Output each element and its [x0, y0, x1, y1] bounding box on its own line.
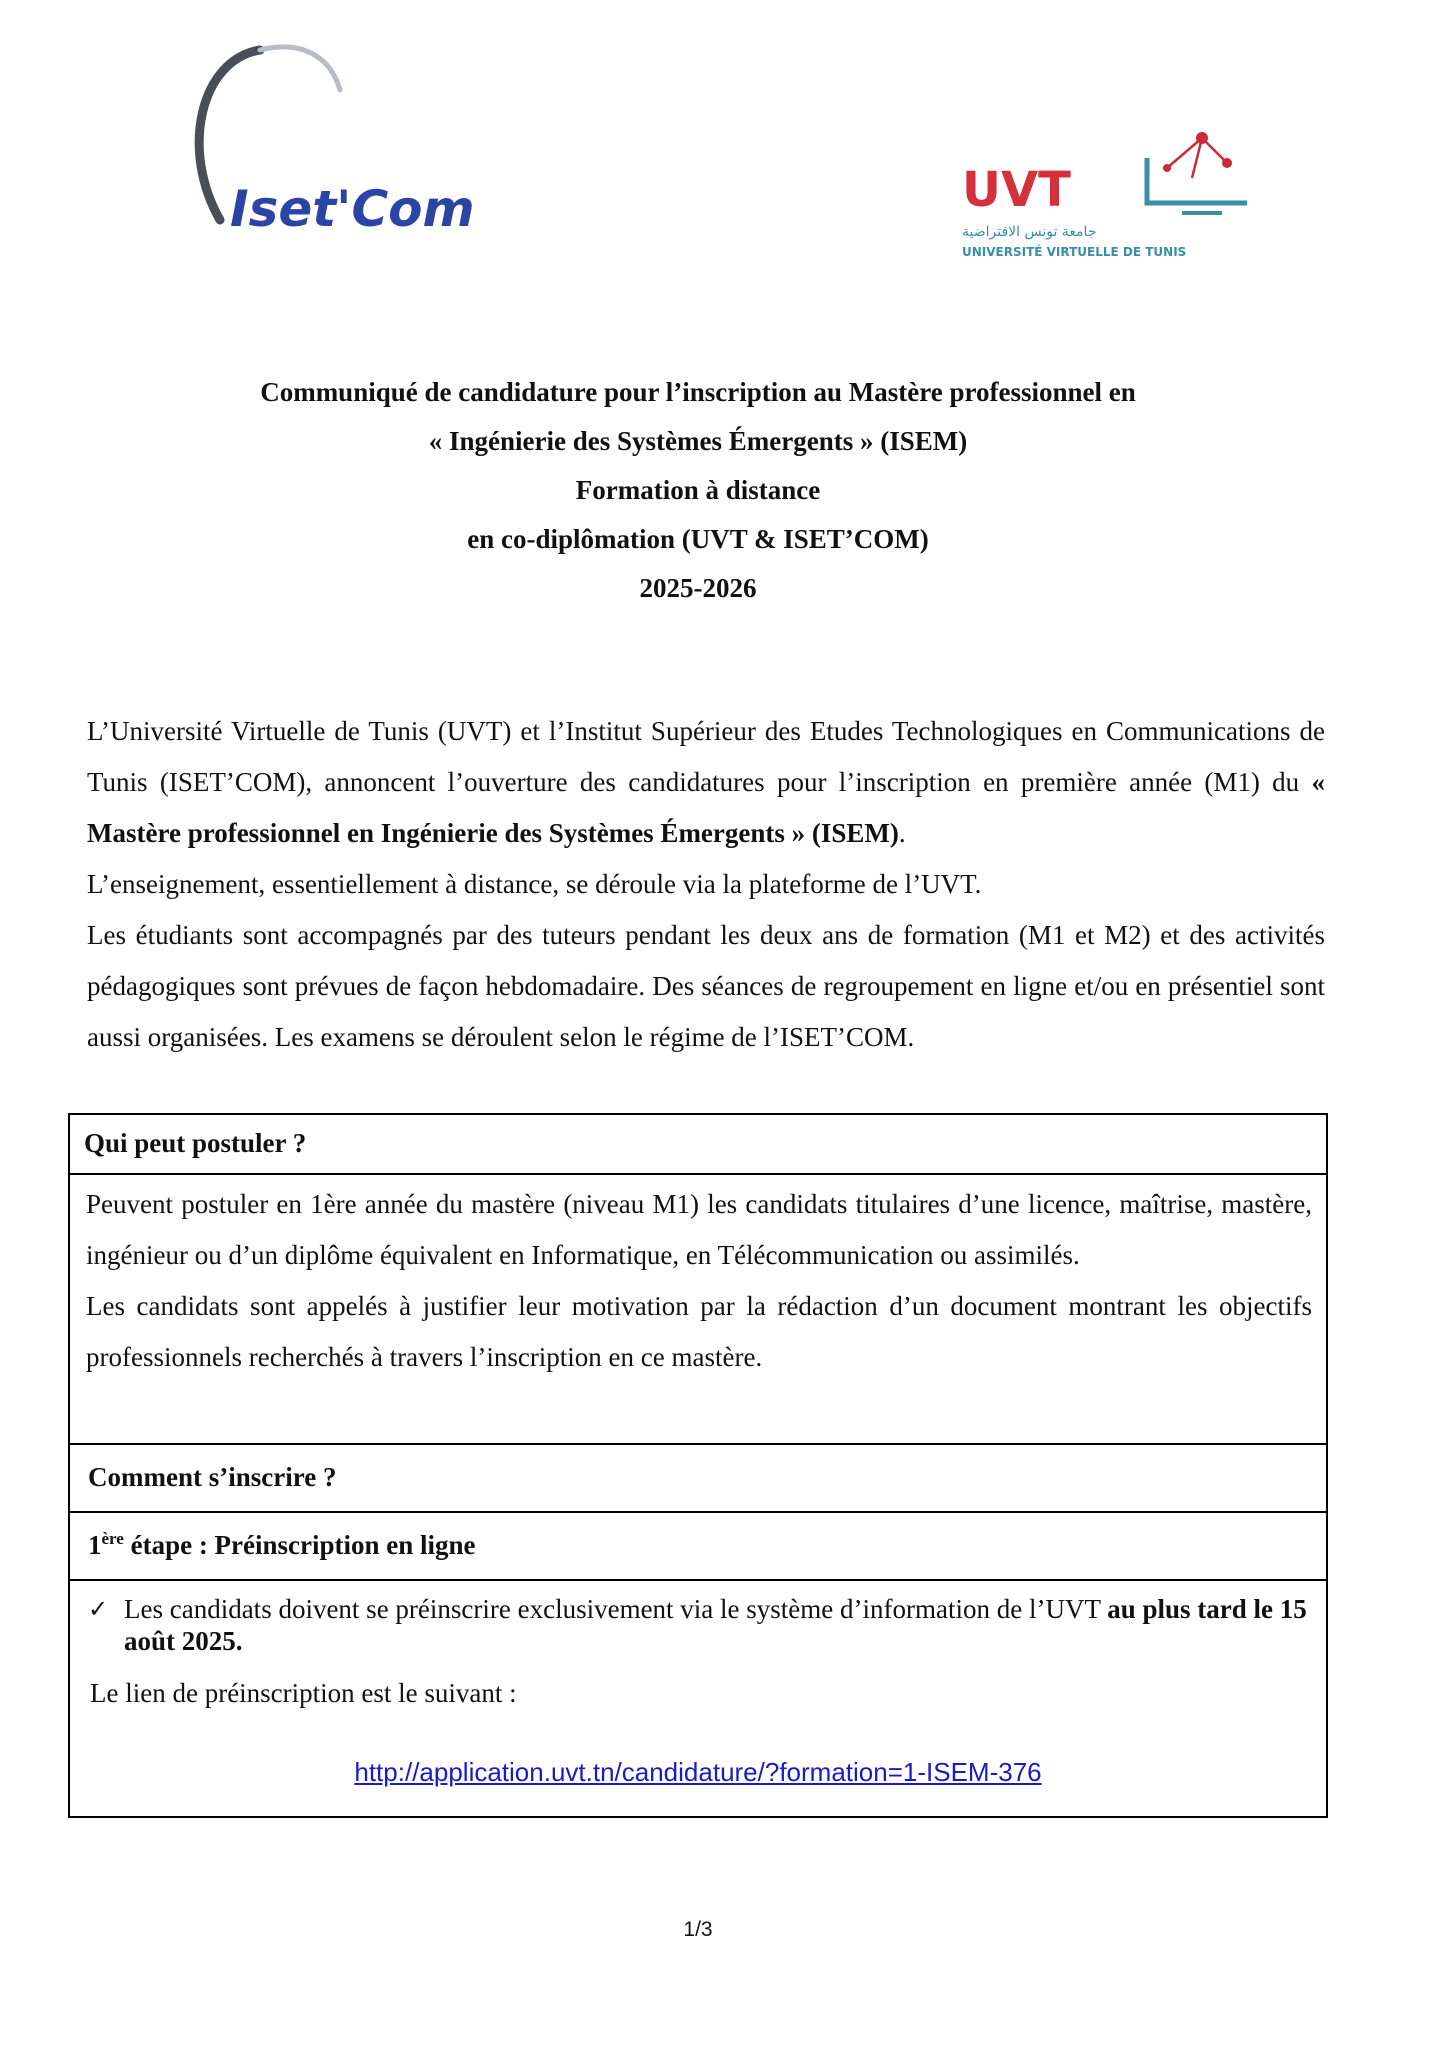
intro-paragraph: Les étudiants sont accompagnés par des tuteurs pendant les deux ans de formation (M1 et M2) et des activités pédagogiques sont prévues de façon hebdomadaire. Des séances de regroupement en ligne et/ou en présentiel sont aussi organisées. Les examens se déroulent selon le régime de l’ISET’COM. — [87, 920, 1325, 1052]
intro-paragraph: L’enseignement, essentiellement à distance, se déroule via la plateforme de l’UVT. — [87, 869, 982, 899]
title-line: Communiqué de candidature pour l’inscription au Mastère professionnel en — [260, 377, 1136, 407]
svg-text:Iset'Com: Iset'Com — [230, 180, 475, 238]
svg-text:UNIVERSITÉ VIRTUELLE DE TUNIS: UNIVERSITÉ VIRTUELLE DE TUNIS — [962, 245, 1187, 259]
who-can-apply-body — [70, 1175, 1326, 1403]
title-line: en co-diplômation (UVT & ISET’COM) — [467, 524, 929, 554]
uvt-logo — [962, 118, 1262, 268]
preregistration-link[interactable]: http://application.uvt.tn/candidature/?formation=1-ISEM-376 — [354, 1757, 1042, 1787]
program-name: « Mastère professionnel en Ingénierie des Systèmes Émergents » (ISEM) — [87, 767, 1325, 848]
deadline-text: au plus tard le 15 août 2025. — [124, 1594, 1307, 1656]
document-title — [0, 368, 1396, 613]
checkmark-icon: ✓ — [88, 1595, 109, 1623]
isetcom-logo — [180, 30, 475, 245]
title-line: 2025-2026 — [639, 573, 757, 603]
link-label: Le lien de préinscription est le suivant : — [90, 1678, 517, 1708]
eligibility-paragraph: Peuvent postuler en 1ère année du mastère (niveau M1) les candidats titulaires d’une licence, maîtrise, mastère, ingénieur ou d’un diplôme équivalent en Informatique, en Télécommunication ou assimilés. — [86, 1189, 1312, 1270]
page-number: 1/3 — [683, 1918, 713, 1941]
who-can-apply-heading: Qui peut postuler ? — [70, 1115, 1326, 1175]
svg-text:جامعة تونس الافتراضية: جامعة تونس الافتراضية — [962, 224, 1097, 240]
deadline-item: ✓ Les candidats doivent se préinscrire exclusivement via le système d’information de l’UVT au plus tard le 15 août 2025. — [88, 1594, 1307, 1656]
svg-text:UVT: UVT — [962, 162, 1071, 218]
step-heading: 1ère étape : Préinscription en ligne — [88, 1529, 476, 1560]
step-body — [70, 1581, 1326, 1816]
intro-section — [87, 706, 1325, 1063]
motivation-paragraph: Les candidats sont appelés à justifier leur motivation par la rédaction d’un document montrant les objectifs professionnels recherchés à travers l’inscription en ce mastère. — [86, 1291, 1312, 1372]
intro-paragraph: L’Université Virtuelle de Tunis (UVT) et l’Institut Supérieur des Etudes Technologiques en Communications de Tunis (ISET’COM), annoncent l’ouverture des candidatures pour l’inscription en première année (M1) du « Mastère professionnel en Ingénierie des Systèmes Émergents » (ISEM). — [87, 716, 1325, 848]
title-line: « Ingénierie des Systèmes Émergents » (ISEM) — [428, 426, 968, 456]
who-can-apply-box — [68, 1113, 1328, 1445]
title-line: Formation à distance — [575, 475, 821, 505]
how-to-register-box — [68, 1443, 1328, 1818]
how-to-register-heading: Comment s’inscrire ? — [88, 1462, 337, 1492]
